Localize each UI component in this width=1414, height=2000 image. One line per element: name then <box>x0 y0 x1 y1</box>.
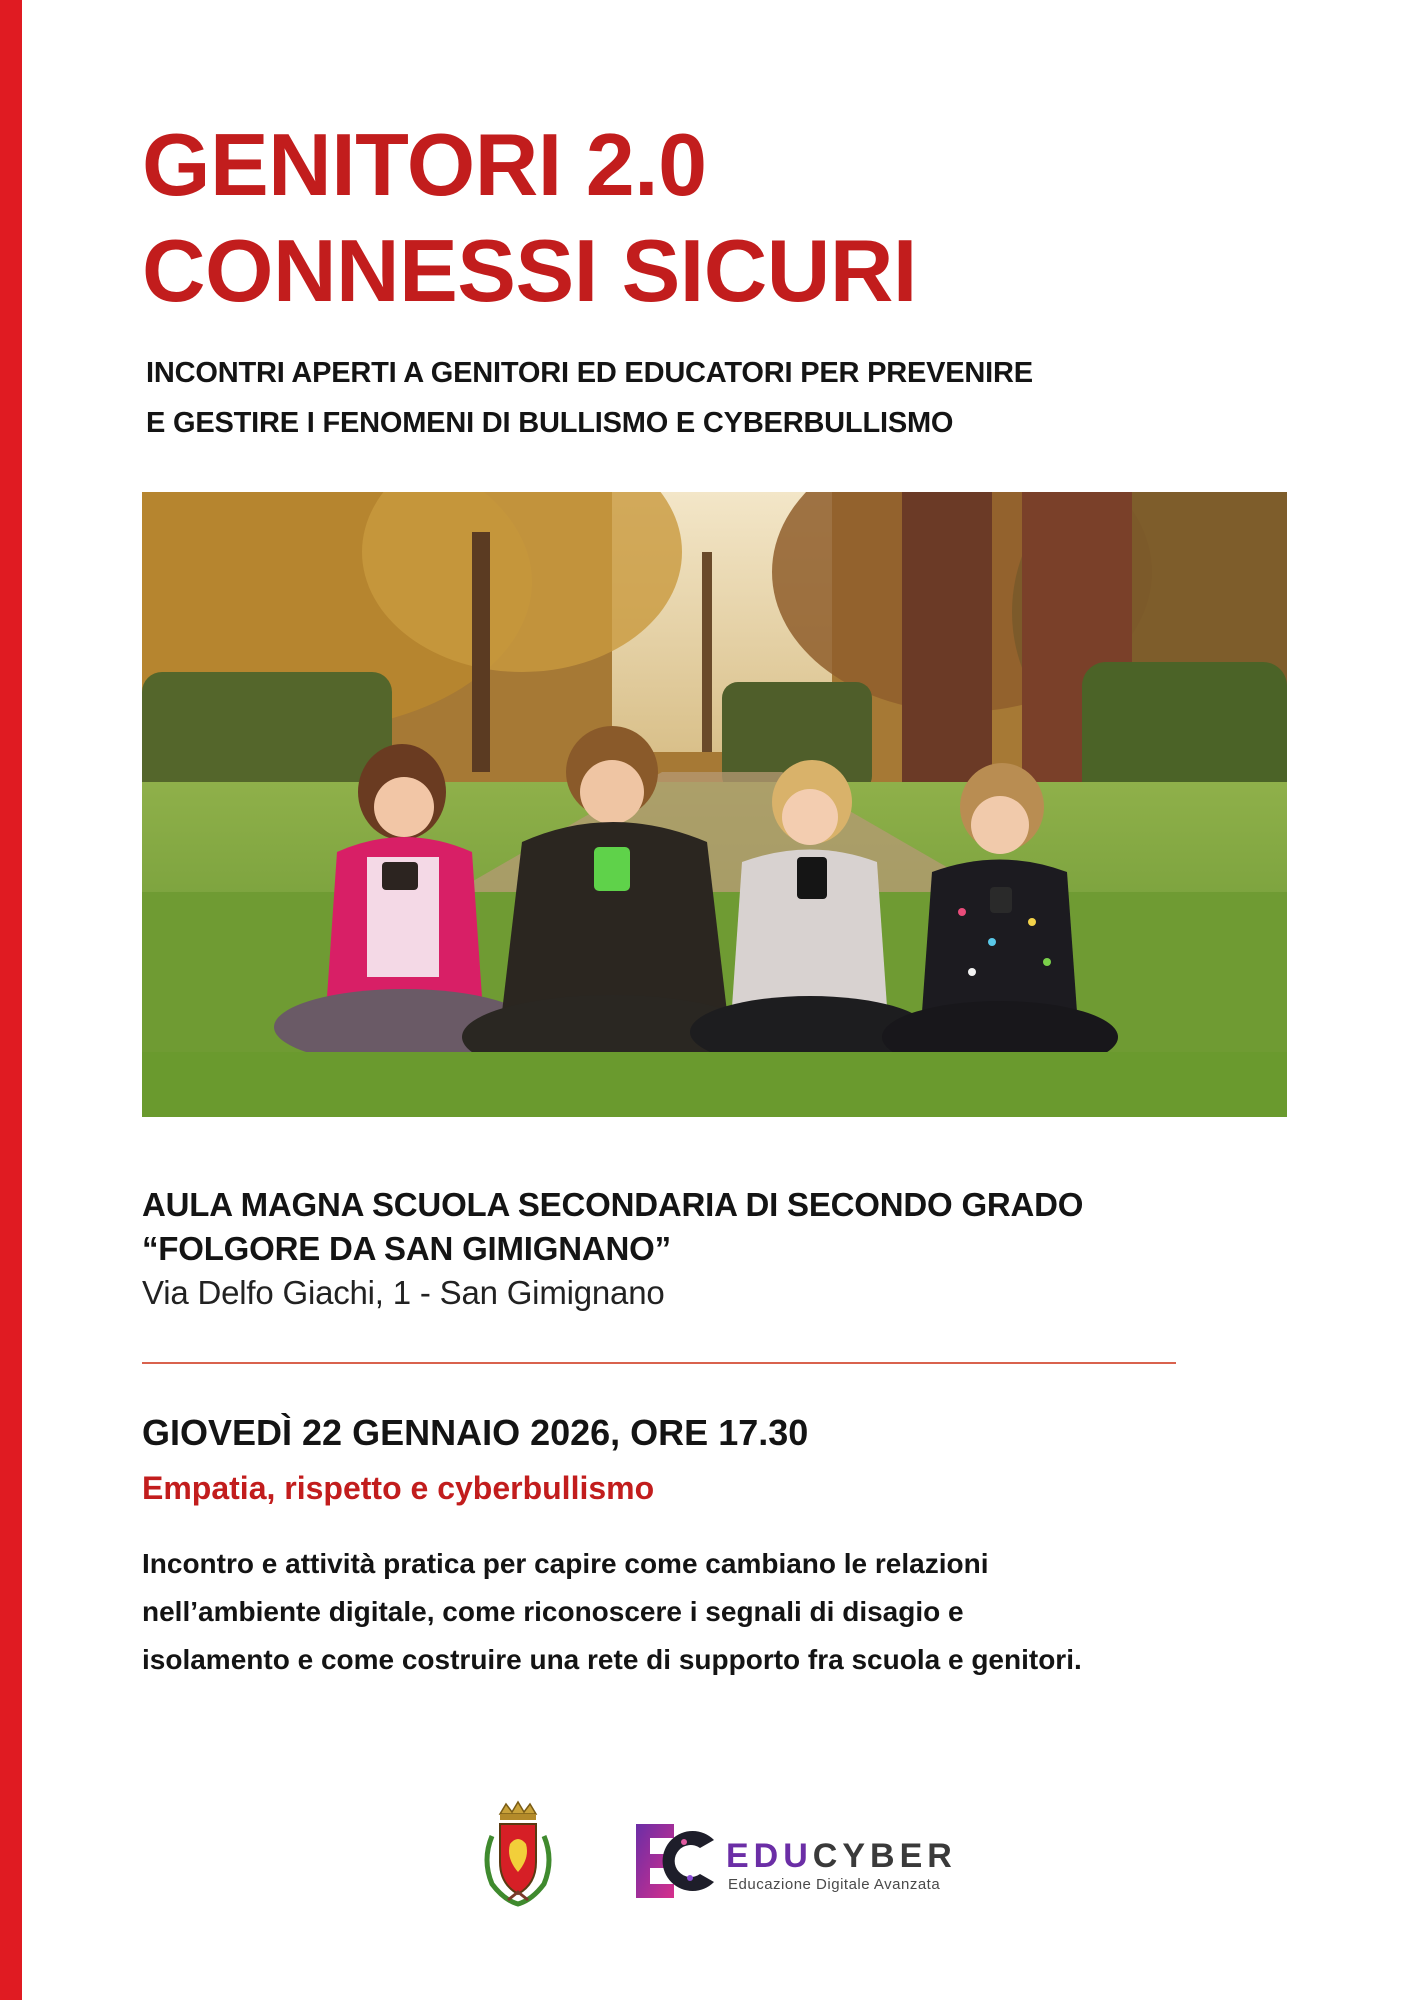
poster-subtitle <box>146 348 1033 448</box>
wordmark-cyber: CYBER <box>812 1837 957 1875</box>
event-topic: Empatia, rispetto e cyberbullismo <box>142 1470 655 1506</box>
description-line-1: Incontro e attività pratica per capire come cambiano le relazioni <box>142 1548 989 1579</box>
educyber-wordmark <box>726 1838 957 1874</box>
left-accent-stripe <box>0 0 22 2000</box>
venue-address: Via Delfo Giachi, 1 - San Gimignano <box>142 1274 665 1311</box>
subtitle-line-1: INCONTRI APERTI A GENITORI ED EDUCATORI PER PREVENIRE <box>146 357 1033 389</box>
venue-block <box>142 1183 1083 1315</box>
park-scene-illustration <box>142 492 1287 1117</box>
educyber-logo <box>630 1818 1010 1904</box>
municipal-coat-of-arms-icon <box>470 1800 566 1908</box>
subtitle-line-2: E GESTIRE I FENOMENI DI BULLISMO E CYBERBULLISMO <box>146 407 954 439</box>
section-divider <box>142 1362 1176 1364</box>
title-line-2: CONNESSI SICURI <box>142 221 917 320</box>
title-line-1: GENITORI 2.0 <box>142 115 707 214</box>
description-line-3: isolamento e come costruire una rete di supporto fra scuola e genitori. <box>142 1644 1082 1675</box>
venue-line-2: “FOLGORE DA SAN GIMIGNANO” <box>142 1230 671 1267</box>
event-description <box>142 1540 1082 1684</box>
educyber-tagline: Educazione Digitale Avanzata <box>728 1876 941 1893</box>
wordmark-edu: EDU <box>726 1837 813 1875</box>
poster-title <box>142 112 917 324</box>
educyber-mark-icon <box>630 1818 718 1904</box>
event-date: GIOVEDÌ 22 GENNAIO 2026, ORE 17.30 <box>142 1412 809 1453</box>
venue-line-1: AULA MAGNA SCUOLA SECONDARIA DI SECONDO GRADO <box>142 1186 1084 1223</box>
children-with-phones-photo <box>142 492 1287 1117</box>
description-line-2: nell’ambiente digitale, come riconoscere i segnali di disagio e <box>142 1596 964 1627</box>
